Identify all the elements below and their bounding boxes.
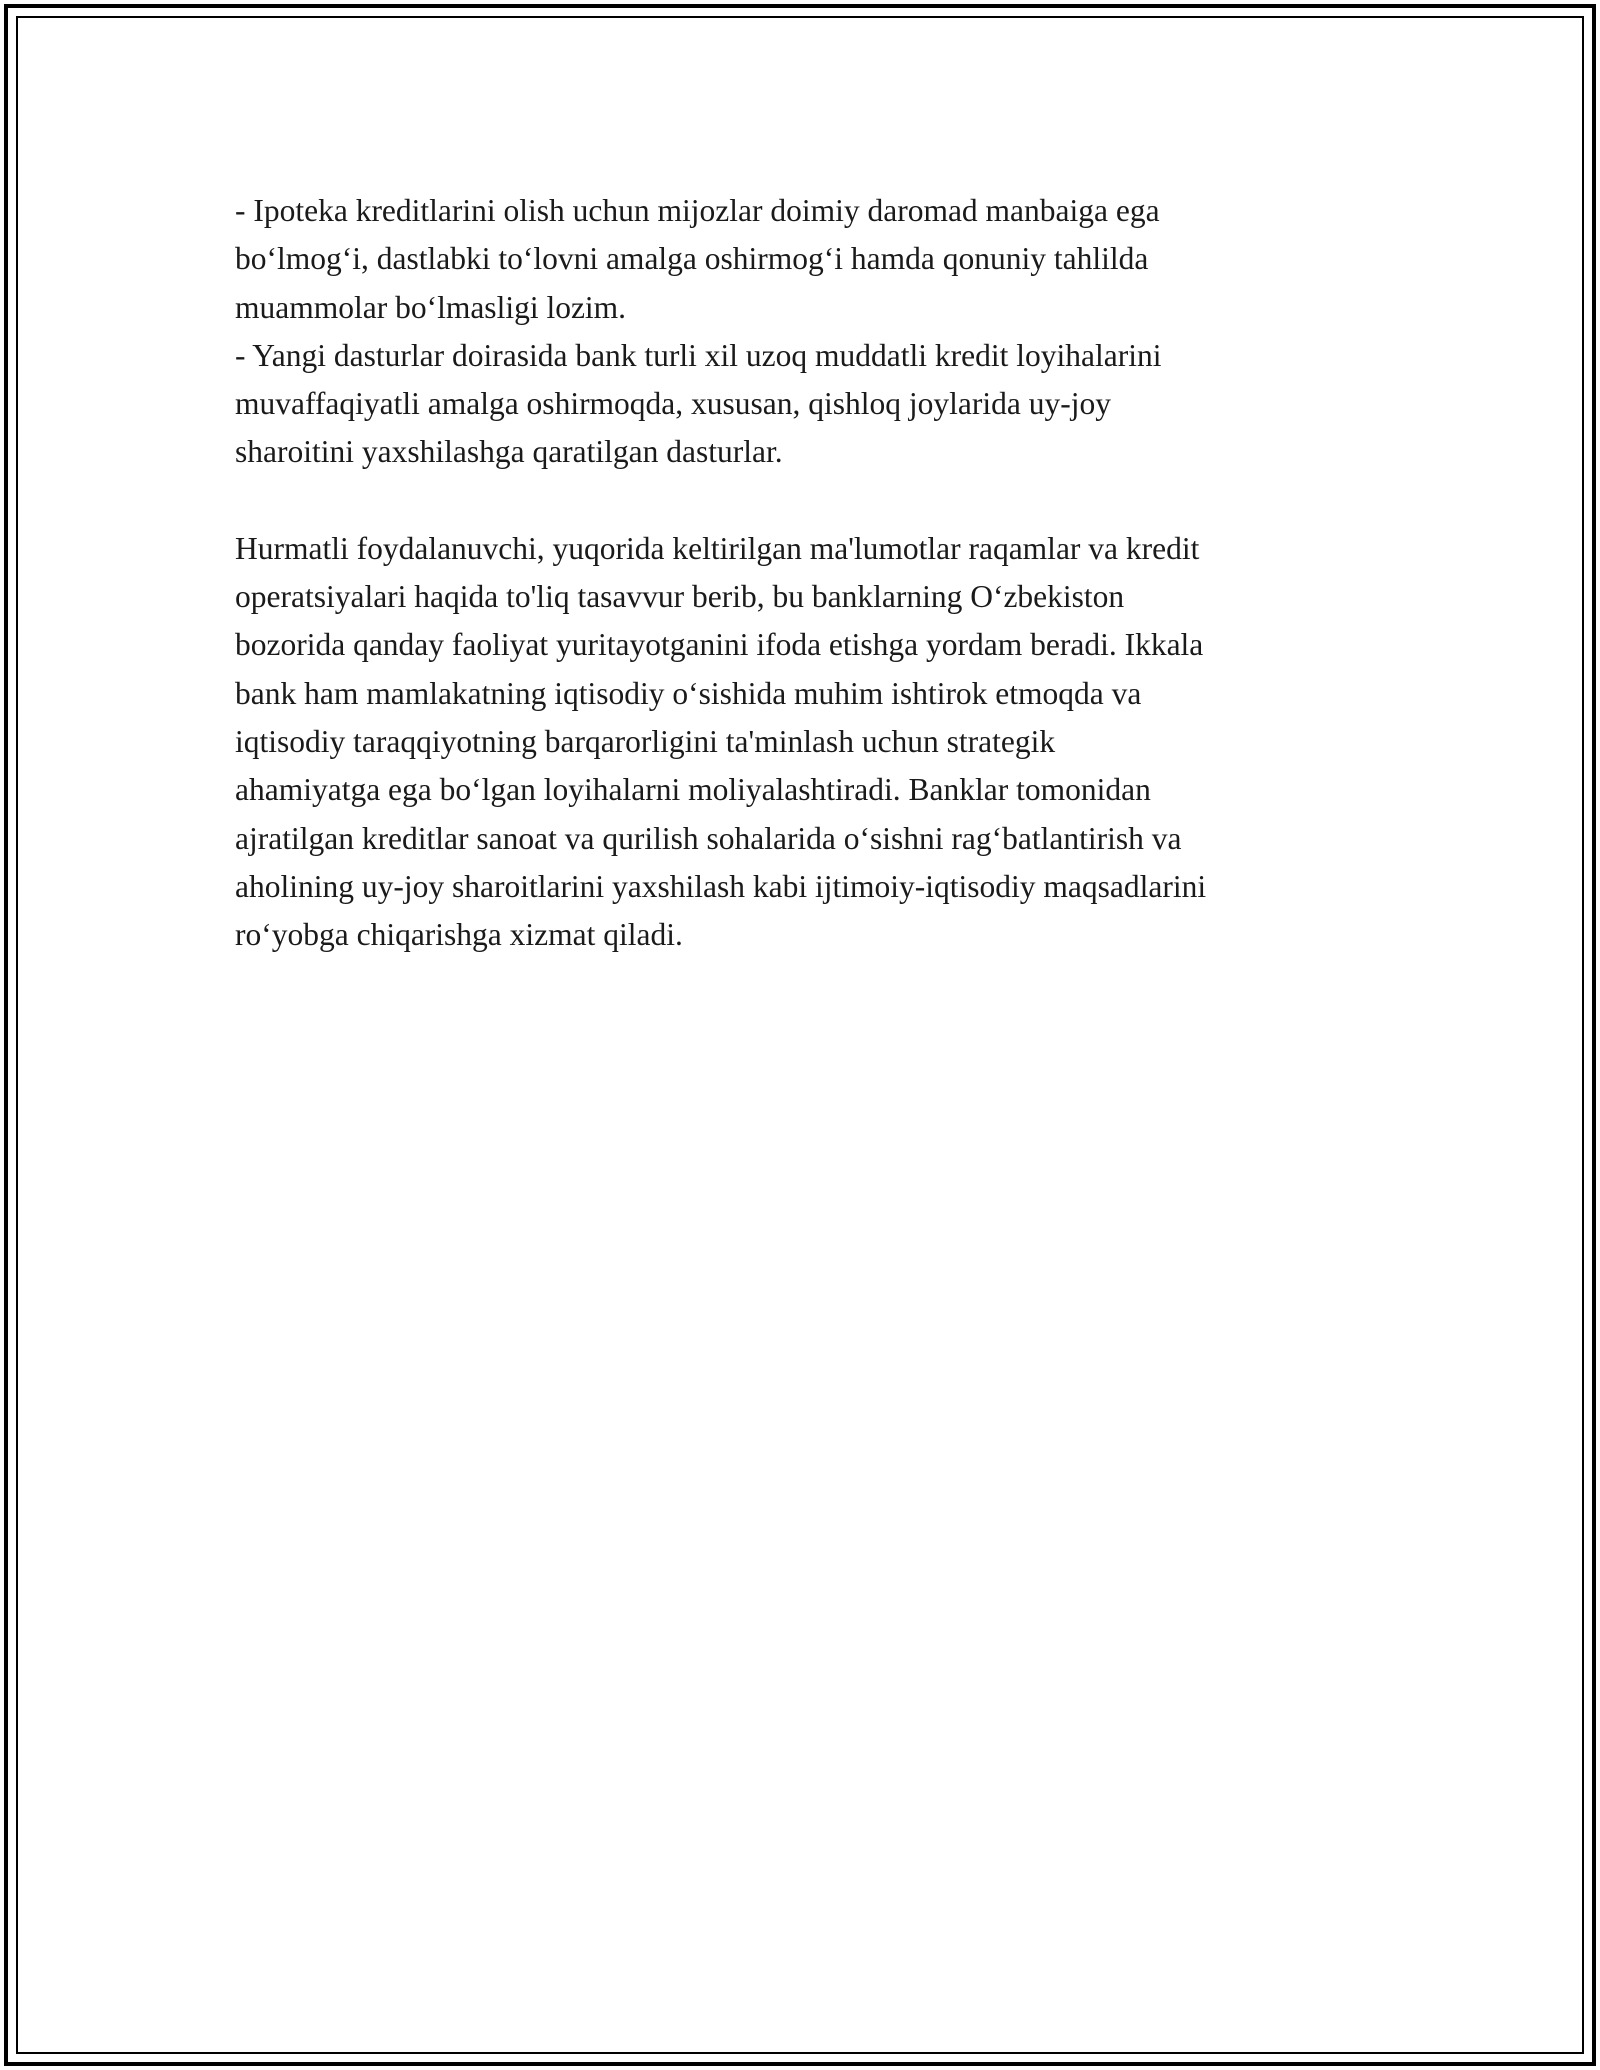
bullet-paragraph-mortgage: - Ipoteka kreditlarini olish uchun mijozlar doimiy daromad manbaiga ega bo‘lmog‘i, dastlabki to‘lovni amalga oshirmog‘i hamda qonuniy tahlilda muammolar bo‘lmasligi lozim. (235, 193, 1160, 325)
paragraph-spacer (235, 477, 1380, 525)
bullet-paragraph-programs: - Yangi dasturlar doirasida bank turli xil uzoq muddatli kredit loyihalarini muvaffaqiyatli amalga oshirmoqda, xususan, qishloq joylarida uy-joy sharoitini yaxshilashga qaratilgan dasturlar. (235, 337, 1162, 470)
document-body (235, 187, 1380, 959)
summary-paragraph: Hurmatli foydalanuvchi, yuqorida keltirilgan ma'lumotlar raqamlar va kredit operatsiyalari haqida to'liq tasavvur berib, bu banklarning O‘zbekiston bozorida qanday faoliyat yuritayotganini ifoda etishga yordam beradi. Ikkala bank ham mamlakatning iqtisodiy o‘sishida muhim ishtirok etmoqda va iqtisodiy taraqqiyotning barqarorligini ta'minlash uchun strategik ahamiyatga ega bo‘lgan loyihalarni moliyalashtiradi. Banklar tomonidan ajratilgan kreditlar sanoat va qurilish sohalarida o‘sishni rag‘batlantirish va aholining uy-joy sharoitlarini yaxshilash kabi ijtimoiy-iqtisodiy maqsadlarini ro‘yobga chiqarishga xizmat qiladi. (235, 530, 1207, 953)
